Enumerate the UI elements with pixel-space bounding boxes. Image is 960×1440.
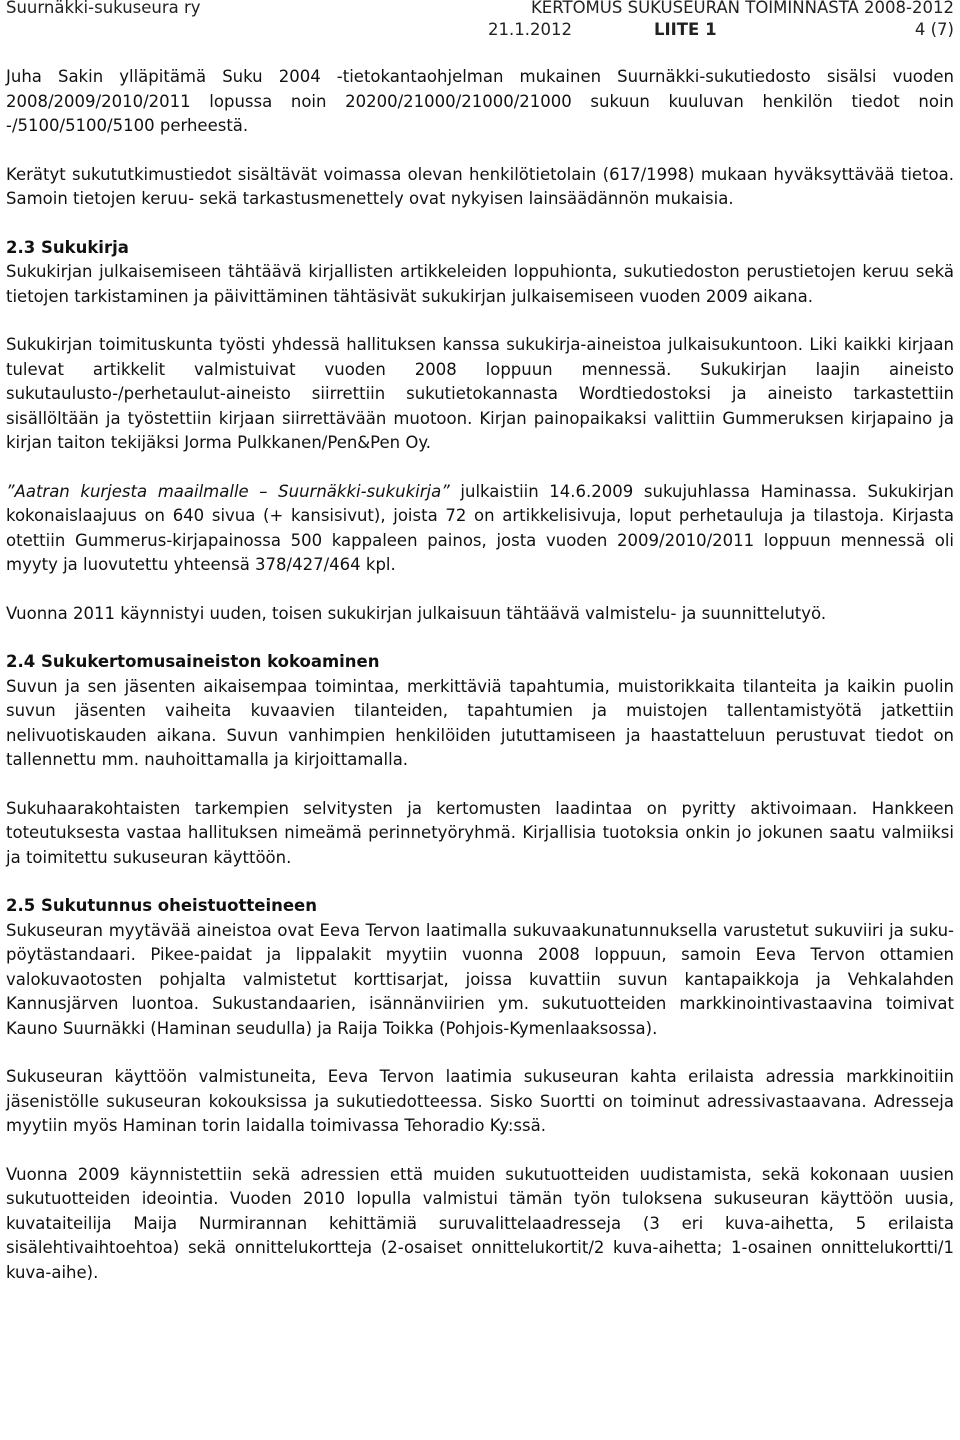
- sukukertomus-paragraph-1: Suvun ja sen jäsenten aikaisempaa toimintaa, merkittäviä tapahtumia, muistorikkaita tilanteita ja kaikin puolin suvun jäsenten vaiheita kuvaavien tilanteiden, tapahtumien ja muistojen tallentamistyötä jatkettiin nelivuotiskauden aikana. Suvun vanhimpien henkilöiden jututtamiseen ja haastatteluun perustuvat tiedot on tallennettu mm. nauhoittamalla ja kirjoittamalla.: [6, 676, 954, 769]
- section-sukukirja: [6, 236, 954, 627]
- appendix-label: LIITE 1: [654, 20, 717, 39]
- section-sukukertomus: [6, 650, 954, 870]
- book-title: ”Aatran kurjesta maailmalle – Suurnäkki-sukukirja”: [6, 481, 450, 501]
- report-date: 21.1.2012: [488, 20, 572, 39]
- section-heading-2-5: 2.5 Sukutunnus oheistuotteineen: [6, 896, 317, 915]
- section-heading-2-3: 2.3 Sukukirja: [6, 237, 129, 257]
- sukutunnus-paragraph-2: Sukuseuran käyttöön valmistuneita, Eeva Tervon laatimia sukuseuran kahta erilaista adressia markkinoitiin jäsenistölle sukuseuran kokouksissa ja sukutiedotteessa. Sisko Suortti on toiminut adressivastaavana. Adresseja myytiin myös Haminan torin laidalla toimivassa Tehoradio Ky:ssä.: [6, 1067, 954, 1135]
- sukukirja-paragraph-3-text: julkaistiin 14.6.2009 sukujuhlassa Haminassa. Sukukirjan kokonaislaajuus on 640 sivua (+ kansisivut), joista 72 on artikkelisivuja, loput perhetauluja ja tilastoja. Kirjasta otettiin Gummerus-kirjapainossa 500 kappaleen painos, josta vuoden 2009/2010/2011 loppuun mennessä oli myyty ja luovutettu yhteensä 378/427/464 kpl.: [6, 481, 955, 574]
- header-row-2: [6, 19, 954, 41]
- intro-paragraph-2: Kerätyt sukututkimustiedot sisältävät voimassa olevan henkilötietolain (617/1998) mukaan hyväksyttävää tietoa. Samoin tietojen keruu- sekä tarkastusmenettely ovat nykyisen lainsäädännön mukaisia.: [6, 164, 954, 208]
- organization-name: Suurnäkki-sukuseura ry: [6, 0, 201, 17]
- section-heading-2-4: 2.4 Sukukertomusaineiston kokoaminen: [6, 652, 380, 671]
- sukukirja-paragraph-2: Sukukirjan toimituskunta työsti yhdessä hallituksen kanssa sukukirja-aineistoa julkaisukuntoon. Liki kaikki kirjaan tulevat artikkelit valmistuivat vuoden 2008 loppuun mennessä. Sukukirjan laajin aineisto sukutaulusto-/perhetaulut-aineisto siirrettiin sukutietokannasta Wordtiedostoksi ja aineisto tarkastettiin sisällöltään ja työstettiin kirjaan siirrettävään muotoon. Kirjan painopaikaksi valittiin Gummeruksen kirjapaino ja kirjan taiton tekijäksi Jorma Pulkkanen/Pen&Pen Oy.: [6, 335, 954, 452]
- page-number: 4 (7): [914, 20, 954, 39]
- sukutunnus-paragraph-3: Vuonna 2009 käynnistettiin sekä adressien että muiden sukutuotteiden uudistamista, sekä kokonaan uusien sukutuotteiden ideointia. Vuoden 2010 lopulla valmistui tämän työn tuloksena sukuseuran käyttöön uusia, kuvataiteilija Maija Nurmirannan kehittämiä suruvalittelaadresseja (3 eri kuva-aihetta, 5 erilaista sisälehtivaihtoehtoa) sekä onnittelukortteja (2-osaiset onnittelukortit/2 kuva-aihetta; 1-osainen onnittelukortti/1 kuva-aihe).: [6, 1164, 954, 1282]
- sukukirja-paragraph-3: [6, 480, 954, 578]
- sukutunnus-paragraph-1: Sukuseuran myytävää aineistoa ovat Eeva Tervon laatimalla sukuvaakunatunnuksella varustetut sukuviiri ja suku-pöytästandaari. Pikee-paidat ja lippalakit myytiin vuonna 2008 loppuun, samoin Eeva Tervon ottamien valokuvaotosten pohjalta valmistetut korttisarjat, joissa kuvattiin suvun kantapaikkoja ja Vehkalahden Kannusjärven luontoa. Sukustandaarien, isännänviirien ym. sukutuotteiden markkinointivastaavina toimivat Kauno Suurnäkki (Haminan seudulla) ja Raija Toikka (Pohjois-Kymenlaaksossa).: [6, 920, 954, 1038]
- page-header: [6, 0, 954, 46]
- document-body: [6, 65, 954, 1309]
- intro-paragraph-1: Juha Sakin ylläpitämä Suku 2004 -tietokantaohjelman mukainen Suurnäkki-sukutiedosto sisälsi vuoden 2008/2009/2010/2011 lopussa noin 20200/21000/21000/21000 sukuun kuuluvan henkilön tiedot noin -/5100/5100/5100 perheestä.: [6, 67, 954, 135]
- section-sukutunnus: [6, 894, 954, 1285]
- sukukirja-paragraph-4: Vuonna 2011 käynnistyi uuden, toisen sukukirjan julkaisuun tähtäävä valmistelu- ja suunnittelutyö.: [6, 603, 827, 623]
- sukukirja-paragraph-1: Sukukirjan julkaisemiseen tähtäävä kirjallisten artikkeleiden loppuhionta, sukutiedoston perustietojen keruu sekä tietojen tarkistaminen ja päivittäminen tähtäsivät sukukirjan julkaisemiseen vuoden 2009 aikana.: [6, 262, 954, 306]
- report-title: KERTOMUS SUKUSEURAN TOIMINNASTA 2008-2012: [530, 0, 954, 17]
- sukukertomus-paragraph-2: Sukuhaarakohtaisten tarkempien selvitysten ja kertomusten laadintaa on pyritty aktivoimaan. Hankkeen toteutuksesta vastaa hallituksen nimeämä perinnetyöryhmä. Kirjallisia tuotoksia onkin jo jokunen saatu valmiiksi ja toimitettu sukuseuran käyttöön.: [6, 798, 954, 867]
